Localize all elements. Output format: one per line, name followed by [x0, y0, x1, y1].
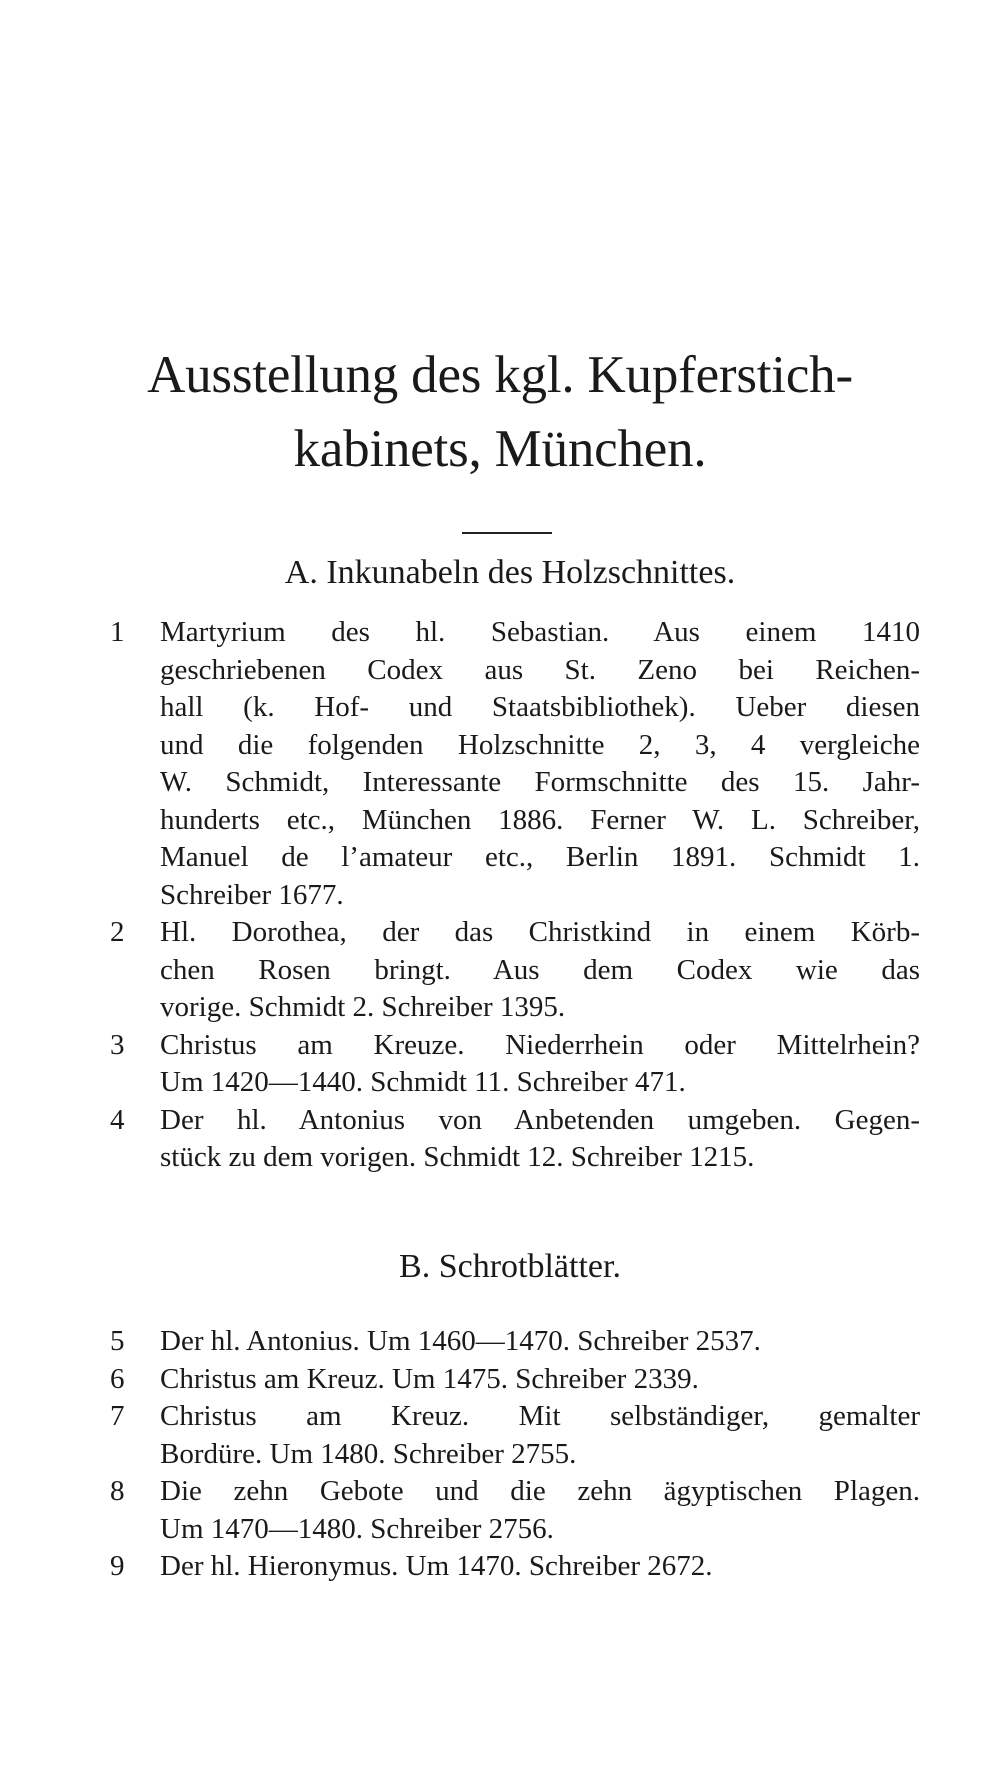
entry-number: 3: [110, 1028, 125, 1061]
entry-number: 7: [110, 1400, 125, 1432]
entry-text-line: hunderts etc., München 1886. Ferner W. L. Schreiber,: [160, 803, 920, 836]
catalogue-entry: [110, 1323, 920, 1361]
catalogue-entry: [110, 614, 920, 914]
catalogue-entry: [110, 1102, 920, 1177]
entry-number: 5: [110, 1325, 125, 1357]
entry-text-line: und die folgenden Holzschnitte 2, 3, 4 vergleiche: [160, 728, 920, 761]
entry-text-line: Hl. Dorothea, der das Christkind in einem Körb-: [160, 916, 920, 948]
entry-text: [160, 914, 920, 1027]
entry-text-line: geschriebenen Codex aus St. Zeno bei Reichen-: [160, 653, 920, 686]
entry-text-line: Der hl. Antonius von Anbetenden umgeben. Gegen-: [160, 1103, 920, 1136]
entry-text-line: chen Rosen bringt. Aus dem Codex wie das: [160, 953, 920, 986]
entry-number: 6: [110, 1362, 125, 1395]
entry-text-line: Christus am Kreuz. Um 1475. Schreiber 2339.: [160, 1362, 699, 1395]
title-divider: [462, 532, 552, 534]
entry-list-a: [110, 614, 920, 1177]
entry-text-line: Christus am Kreuze. Niederrhein oder Mittelrhein?: [160, 1028, 920, 1061]
catalogue-entry: [110, 1027, 920, 1102]
entry-text: [160, 1361, 920, 1399]
entry-text-line: Der hl. Hieronymus. Um 1470. Schreiber 2672.: [160, 1550, 713, 1582]
entry-text: [160, 1323, 920, 1361]
entry-text: [160, 1548, 920, 1586]
entry-text: [160, 614, 920, 914]
entry-text-line: Der hl. Antonius. Um 1460—1470. Schreiber 2537.: [160, 1325, 761, 1357]
entry-number: 4: [110, 1103, 125, 1136]
entry-text-line: stück zu dem vorigen. Schmidt 12. Schreiber 1215.: [160, 1141, 755, 1173]
entry-text-line: Christus am Kreuz. Mit selbständiger, gemalter: [160, 1400, 920, 1432]
catalogue-entry: [110, 1473, 920, 1548]
page-title: [60, 338, 940, 486]
entry-text: [160, 1027, 920, 1102]
entry-text-line: Um 1470—1480. Schreiber 2756.: [160, 1512, 554, 1545]
entry-number: 2: [110, 916, 125, 948]
entry-text-line: Bordüre. Um 1480. Schreiber 2755.: [160, 1437, 577, 1470]
entry-text: [160, 1473, 920, 1548]
entry-text-line: Schreiber 1677.: [160, 878, 344, 911]
section-heading-a: A. Inkunabeln des Holzschnittes.: [284, 554, 736, 591]
catalogue-entry: [110, 1548, 920, 1586]
title-line-2: kabinets, München.: [293, 420, 707, 478]
catalogue-entry: [110, 1398, 920, 1473]
entry-text-line: Martyrium des hl. Sebastian. Aus einem 1410: [160, 616, 920, 648]
catalogue-entry: [110, 1361, 920, 1399]
entry-text-line: vorige. Schmidt 2. Schreiber 1395.: [160, 991, 566, 1023]
catalogue-entry: [110, 914, 920, 1027]
entry-text-line: Manuel de l’amateur etc., Berlin 1891. Schmidt 1.: [160, 841, 920, 873]
entry-list-b: [110, 1323, 920, 1586]
entry-number: 9: [110, 1550, 125, 1582]
entry-number: 8: [110, 1475, 125, 1507]
entry-number: 1: [110, 616, 125, 648]
entry-text-line: hall (k. Hof- und Staatsbibliothek). Ueber diesen: [160, 691, 920, 723]
entry-text: [160, 1102, 920, 1177]
title-line-1: Ausstellung des kgl. Kupferstich-: [147, 346, 853, 404]
entry-text-line: Um 1420—1440. Schmidt 11. Schreiber 471.: [160, 1066, 686, 1098]
section-heading-b: B. Schrotblätter.: [399, 1248, 621, 1285]
entry-text-line: Die zehn Gebote und die zehn ägyptischen Plagen.: [160, 1475, 920, 1507]
entry-text: [160, 1398, 920, 1473]
entry-text-line: W. Schmidt, Interessante Formschnitte des 15. Jahr-: [160, 766, 920, 798]
